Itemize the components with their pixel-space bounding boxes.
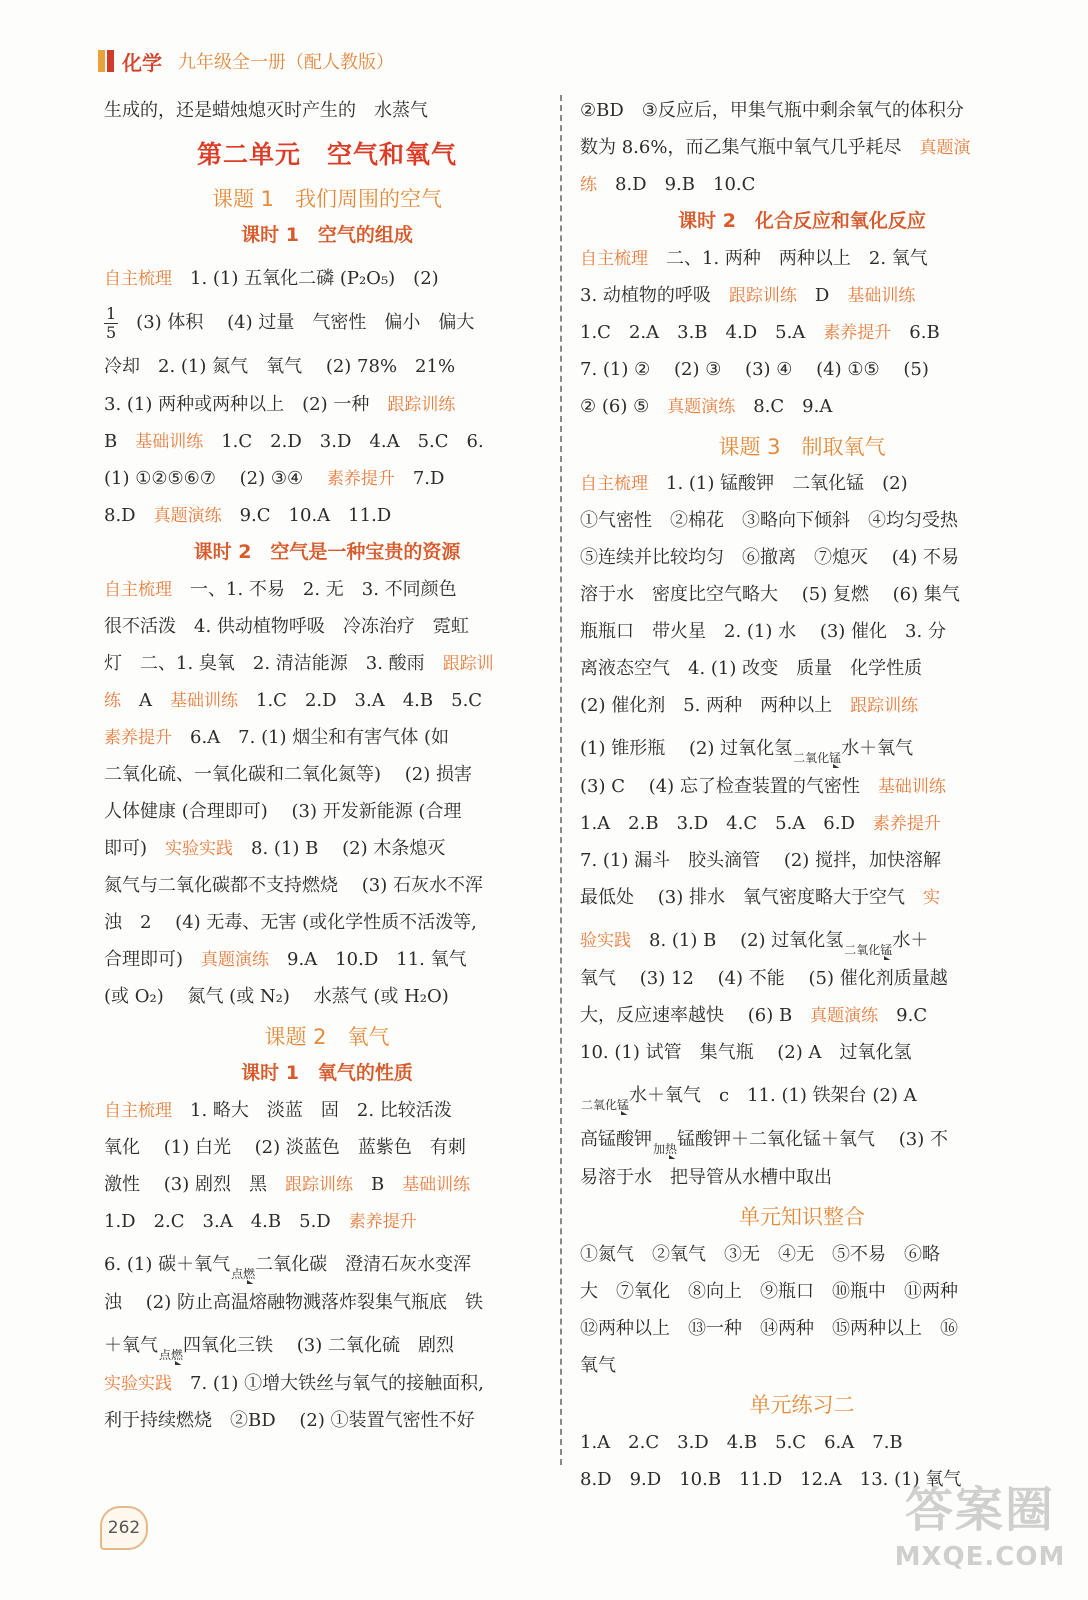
watermark-url: MXQE.COM (894, 1542, 1066, 1572)
topic-title: 课题 2 氧气 (264, 1025, 390, 1049)
text-line: 3. (1) 两种或两种以上 (2) 一种 跟踪训练 (104, 394, 456, 415)
lesson-title: 课时 2 空气是一种宝贵的资源 (193, 541, 461, 563)
text-line: 自主梳理 1. 略大 淡蓝 固 2. 比较活泼 (104, 1100, 452, 1121)
arrow-icon (793, 764, 841, 768)
arrow-icon (581, 1111, 629, 1115)
text-line: 8.D 9.D 10.B 11.D 12.A 13. (1) 氧气 (580, 1469, 962, 1490)
section-title: 单元知识整合 (739, 1205, 865, 1229)
text-line: 最低处 (3) 排水 氧气密度略大于空气 实 (580, 887, 940, 908)
text-line: 二氧化硫、一氧化碳和二氧化氮等) (2) 损害 (104, 764, 472, 785)
grade-edition: 九年级全一册（配人教版） (178, 52, 394, 73)
text-line: (3) C (4) 忘了检查装置的气密性 基础训练 (580, 776, 946, 797)
text-line: (或 O₂) 氮气 (或 N₂) 水蒸气 (或 H₂O) (104, 986, 449, 1007)
text-line: 氧气 (3) 12 (4) 不能 (5) 催化剂质量越 (580, 968, 948, 989)
subject-title: 化学 (122, 50, 162, 75)
right-column (580, 92, 1024, 1498)
logo-bar-icon (107, 50, 114, 72)
topic-title: 课题 3 制取氧气 (718, 435, 886, 459)
column-divider (560, 95, 562, 1465)
arrow-icon (653, 1155, 677, 1159)
reaction-arrow: 加热 (653, 1143, 677, 1159)
text-line: B 基础训练 1.C 2.D 3.D 4.A 5.C 6. (104, 431, 484, 452)
text-line: 自主梳理 1. (1) 五氧化二磷 (P₂O₅) (2) (104, 268, 439, 289)
page-number: 262 (100, 1506, 148, 1550)
text-line: 自主梳理 1. (1) 锰酸钾 二氧化锰 (2) (580, 473, 908, 494)
text-line: 激性 (3) 剧烈 黑 跟踪训练 B 基础训练 (104, 1174, 471, 1195)
text-line: 氧化 (1) 白光 (2) 淡蓝色 蓝紫色 有刺 (104, 1137, 466, 1158)
text-line: 6. (1) 碳＋氧气 点燃 二氧化碳 澄清石灰水变浑 (104, 1240, 550, 1284)
text-line: ⑫两种以上 ⑬一种 ⑭两种 ⑮两种以上 ⑯ (580, 1318, 958, 1339)
text-line: 冷却 2. (1) 氮气 氧气 (2) 78% 21% (104, 356, 456, 377)
arrow-icon (231, 1280, 255, 1284)
reaction-arrow: 二氧化锰 (844, 944, 892, 960)
text-line: 实验实践 7. (1) ①增大铁丝与氧气的接触面积, (104, 1373, 484, 1394)
text-line: 练 8.D 9.B 10.C (580, 174, 756, 195)
reaction-arrow: 二氧化锰 (793, 752, 841, 768)
text-line: 练 A 基础训练 1.C 2.D 3.A 4.B 5.C (104, 690, 483, 711)
text-line: 1.A 2.C 3.D 4.B 5.C 6.A 7.B (580, 1432, 903, 1453)
text-line: ①气密性 ②棉花 ③略向下倾斜 ④均匀受热 (580, 510, 958, 531)
text-line: ⑤连续并比较均匀 ⑥撤离 ⑦熄灭 (4) 不易 (580, 547, 959, 568)
text-line: (1) 锥形瓶 (2) 过氧化氢 二氧化锰 水＋氧气 (580, 724, 1024, 768)
text-line: 10. (1) 试管 集气瓶 (2) A 过氧化氢 (580, 1042, 912, 1063)
text-line: 大 ⑦氧化 ⑧向上 ⑨瓶口 ⑩瓶中 ⑪两种 (580, 1281, 958, 1302)
reaction-arrow: 二氧化锰 (581, 1099, 629, 1115)
arrow-icon (159, 1361, 183, 1365)
text-line: 1.D 2.C 3.A 4.B 5.D 素养提升 (104, 1211, 417, 1232)
text-line: 浊 2 (4) 无毒、无害 (或化学性质不活泼等, (104, 912, 477, 933)
text-line: 离液态空气 4. (1) 改变 质量 化学性质 (580, 658, 923, 679)
text-line: 大，反应速率越快 (6) B 真题演练 9.C (580, 1005, 928, 1026)
unit-title: 第二单元 空气和氧气 (196, 140, 457, 169)
text-line: 利于持续燃烧 ②BD (2) ①装置气密性不好 (104, 1410, 475, 1431)
text-line: 1.A 2.B 3.D 4.C 5.A 6.D 素养提升 (580, 813, 941, 834)
text-line: 3. 动植物的呼吸 跟踪训练 D 基础训练 (580, 285, 916, 306)
logo-bar-icon (98, 50, 105, 72)
watermark-text: 答案圈 (904, 1482, 1055, 1538)
text-line: 瓶瓶口 带火星 2. (1) 水 (3) 催化 3. 分 (580, 621, 946, 642)
arrow-icon (844, 956, 892, 960)
text-line: 易溶于水 把导管从水槽中取出 (580, 1167, 832, 1188)
reaction-arrow: 点燃 (159, 1349, 183, 1365)
text-line: 高锰酸钾 加热 锰酸钾＋二氧化锰＋氧气 (3) 不 (580, 1115, 1024, 1159)
text-line: ＋氧气 点燃 四氧化三铁 (3) 二氧化硫 剧烈 (104, 1321, 550, 1365)
text-line: 素养提升 6.A 7. (1) 烟尘和有害气体 (如 (104, 727, 450, 748)
text-line: ②BD ③反应后，甲集气瓶中剩余氧气的体积分 (580, 100, 964, 121)
text-line: 8.D 真题演练 9.C 10.A 11.D (104, 505, 392, 526)
reaction-arrow: 点燃 (231, 1268, 255, 1284)
text-line: 1.C 2.A 3.B 4.D 5.A 素养提升 6.B (580, 322, 940, 343)
text-line: 自主梳理 二、1. 两种 两种以上 2. 氧气 (580, 248, 928, 269)
text-line: 氮气与二氧化碳都不支持燃烧 (3) 石灰水不浑 (104, 875, 483, 896)
text-line: 数为 8.6%，而乙集气瓶中氧气几乎耗尽 真题演 (580, 137, 971, 158)
text-line: 浊 (2) 防止高温熔融物溅落炸裂集气瓶底 铁 (104, 1292, 483, 1313)
text-line: (1) ①②⑤⑥⑦ (2) ③④ 素养提升 7.D (104, 468, 445, 489)
text-line: 氧气 (580, 1355, 616, 1376)
text-line: 溶于水 密度比空气略大 (5) 复燃 (6) 集气 (580, 584, 960, 605)
text-line: 7. (1) ② (2) ③ (3) ④ (4) ①⑤ (5) (580, 359, 929, 380)
topic-title: 课题 1 我们周围的空气 (211, 187, 443, 211)
page-header (98, 44, 394, 78)
text-line: 灯 二、1. 臭氧 2. 清洁能源 3. 酸雨 跟踪训 (104, 653, 494, 674)
fraction: $\frac{1}{5}$ (106, 303, 117, 342)
text-line: ①氮气 ②氧气 ③无 ④无 ⑤不易 ⑥略 (580, 1244, 940, 1265)
text-line: 自主梳理 一、1. 不易 2. 无 3. 不同颜色 (104, 579, 457, 600)
watermark-logo (890, 1480, 1070, 1595)
lesson-title: 课时 1 空气的组成 (241, 224, 413, 246)
lesson-title: 课时 2 化合反应和氧化反应 (678, 210, 926, 232)
text-line: 二氧化锰 水＋氧气 c 11. (1) 铁架台 (2) A (580, 1071, 1024, 1115)
text-line: $\frac{1}{5}$ (3) 体积 (4) 过量 气密性 偏小 偏大 (106, 303, 475, 342)
lesson-title: 课时 1 氧气的性质 (241, 1062, 413, 1084)
text-line: 人体健康 (合理即可) (3) 开发新能源 (合理 (104, 801, 462, 822)
text-line: 即可) 实验实践 8. (1) B (2) 木条熄灭 (104, 838, 446, 859)
text-line: (2) 催化剂 5. 两种 两种以上 跟踪训练 (580, 695, 919, 716)
text-line: 验实践 8. (1) B (2) 过氧化氢 二氧化锰 水＋ (580, 916, 1024, 960)
text-line: 很不活泼 4. 供动植物呼吸 冷冻治疗 霓虹 (104, 616, 469, 637)
text-line: 7. (1) 漏斗 胶头滴管 (2) 搅拌，加快溶解 (580, 850, 942, 871)
left-column (104, 92, 550, 1439)
text-line: 合理即可) 真题演练 9.A 10.D 11. 氧气 (104, 949, 467, 970)
section-title: 单元练习二 (749, 1393, 855, 1417)
text-line: 生成的，还是蜡烛熄灭时产生的 水蒸气 (104, 100, 428, 121)
text-line: ② (6) ⑤ 真题演练 8.C 9.A (580, 396, 833, 417)
